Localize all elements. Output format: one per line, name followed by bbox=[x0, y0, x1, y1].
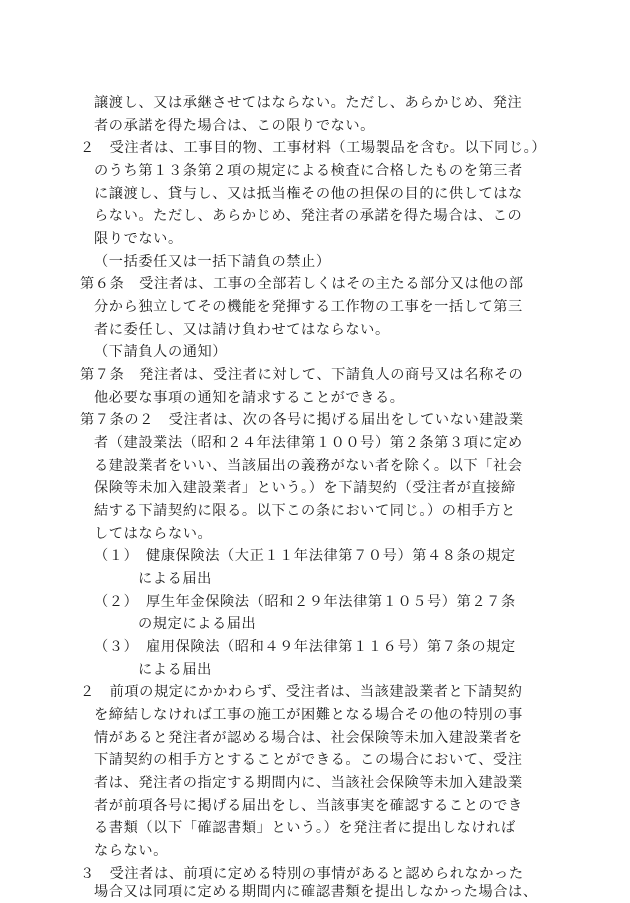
text-line: 情があると発注者が認める場合は、社会保険等未加入建設業者を bbox=[94, 730, 523, 746]
text-line: 場合又は同項に定める期間内に確認書類を提出しなかった場合は、 bbox=[94, 884, 538, 900]
text-line: のうち第１３条第２項の規定による検査に合格したものを第三者 bbox=[94, 163, 523, 179]
list-item: （１） 健康保険法（大正１１年法律第７０号）第４８条の規定 bbox=[94, 548, 516, 564]
text-line: 他必要な事項の通知を請求することができる。 bbox=[94, 390, 405, 406]
article-line: 第６条 受注者は、工事の全部若しくはその主たる部分又は他の部 bbox=[80, 276, 524, 292]
text-line: の規定による届出 bbox=[138, 616, 257, 632]
list-item: （３） 雇用保険法（昭和４９年法律第１１６号）第７条の規定 bbox=[94, 639, 516, 655]
text-line: 保険等未加入建設業者」という。）を下請契約（受注者が直接締 bbox=[94, 480, 516, 496]
text-line: 譲渡し、又は承継させてはならない。ただし、あらかじめ、発注 bbox=[94, 95, 523, 111]
text-line: ２ 前項の規定にかかわらず、受注者は、当該建設業者と下請契約 bbox=[80, 684, 523, 700]
text-line: らない。ただし、あらかじめ、発注者の承諾を得た場合は、この bbox=[94, 208, 523, 224]
text-line: 者の承諾を得た場合は、この限りでない。 bbox=[94, 118, 375, 134]
text-line: ならない。 bbox=[94, 843, 168, 859]
text-line: を締結しなければ工事の施工が困難となる場合その他の特別の事 bbox=[94, 707, 523, 723]
text-line: 限りでない。 bbox=[94, 231, 183, 247]
text-line: る書類（以下「確認書類」という。）を発注者に提出しなければ bbox=[94, 820, 516, 836]
text-line: ２ 受注者は、工事目的物、工事材料（工場製品を含む。以下同じ。） bbox=[80, 140, 547, 156]
section-heading: （下請負人の通知） bbox=[94, 344, 228, 360]
article-line: 第７条の２ 受注者は、次の各号に掲げる届出をしていない建設業 bbox=[80, 412, 524, 428]
text-line: に譲渡し、貸与し、又は抵当権その他の担保の目的に供してはな bbox=[94, 186, 523, 202]
text-line: 者（建設業法（昭和２４年法律第１００号）第２条第３項に定め bbox=[94, 435, 523, 451]
text-line: 結する下請契約に限る。以下この条において同じ。）の相手方と bbox=[94, 503, 516, 519]
text-line: 者に委任し、又は請け負わせてはならない。 bbox=[94, 322, 390, 338]
text-line: による届出 bbox=[138, 662, 212, 678]
list-item: （２） 厚生年金保険法（昭和２９年法律第１０５号）第２７条 bbox=[94, 594, 516, 610]
text-line: 者は、発注者の指定する期間内に、当該社会保険等未加入建設業 bbox=[94, 775, 523, 791]
text-line: による届出 bbox=[138, 571, 212, 587]
text-line: る建設業者をいい、当該届出の義務がない者を除く。以下「社会 bbox=[94, 458, 523, 474]
text-line: 下請契約の相手方とすることができる。この場合において、受注 bbox=[94, 752, 523, 768]
text-line: してはならない。 bbox=[94, 526, 213, 542]
text-line: 者が前項各号に掲げる届出をし、当該事実を確認することのでき bbox=[94, 798, 523, 814]
text-line: ３ 受注者は、前項に定める特別の事情があると認められなかった bbox=[80, 866, 524, 882]
article-line: 第７条 発注者は、受注者に対して、下請負人の商号又は名称その bbox=[80, 367, 524, 383]
text-line: 分から独立してその機能を発揮する工作物の工事を一括して第三 bbox=[94, 299, 523, 315]
section-heading: （一括委任又は一括下請負の禁止） bbox=[94, 254, 331, 270]
